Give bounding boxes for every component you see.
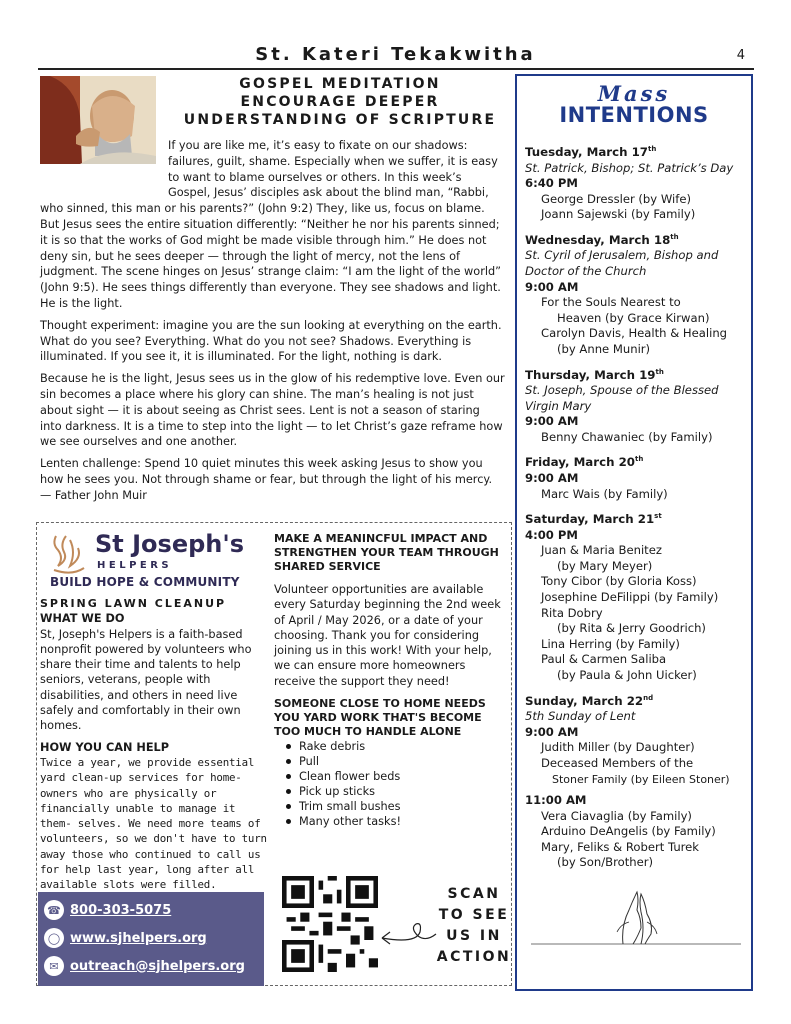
gospel-meditation-text: [40, 138, 505, 510]
gospel-paragraph: Because he is the light, Jesus sees us in the glow of his redemptive love. Even our sin becomes a place where his glory can shine. The man’s healing is not just about sight — it is about seeing as Christ sees. Lent is not a season of staring into darkness. It is a time to step into the light — to let Christ’s gaze reframe how we see ourselves and one another.: [40, 372, 505, 449]
mass-intention: [525, 192, 751, 208]
what-we-do-title: WHAT WE DO: [40, 612, 125, 626]
website-link[interactable]: www.sjhelpers.org: [70, 930, 207, 946]
impact-text: Volunteer opportunities are available every Saturday beginning the 2nd week of April / May 2026, or a date of your choosing. Thank you for considering joining us in this work! With your help, we can ensure more homeowners receive the support they need!: [274, 583, 501, 688]
scan-callout: [436, 884, 512, 968]
qr-code-icon[interactable]: [282, 876, 378, 972]
mass-time: 9:00 AM: [525, 414, 579, 429]
mass-feast: St. Cyril of Jerusalem, Bishop and Doctor of the Church: [525, 248, 719, 278]
mass-day: [525, 691, 751, 871]
mass-intention-name: Juan & Maria Benitez: [541, 543, 662, 558]
mass-day: [525, 142, 751, 223]
mass-time: 9:00 AM: [525, 279, 579, 294]
mass-intention-name: Joann Sajewski (by Family): [541, 207, 696, 222]
mass-intention-requester: (by Paula & John Uicker): [557, 668, 697, 683]
header-divider: [38, 68, 754, 70]
mass-feast: St. Patrick, Bishop; St. Patrick’s Day: [525, 160, 734, 175]
mass-date: [525, 142, 751, 161]
page-number: 4: [736, 48, 745, 63]
gospel-heading-line: GOSPEL MEDITATION: [239, 76, 441, 92]
arrow-icon: [378, 910, 438, 950]
mass-intention: [525, 840, 751, 871]
mass-intentions-panel: [515, 74, 753, 991]
mass-intention: [525, 809, 751, 825]
mail-icon: ✉: [44, 956, 64, 976]
mass-day: [525, 452, 751, 502]
bulletin-title: St. Kateri Tekakwitha: [255, 44, 536, 65]
mass-intention: [525, 574, 751, 590]
mass-intention-name: For the Souls Nearest to: [541, 295, 681, 310]
mass-date-suffix: nd: [643, 693, 654, 702]
website-row[interactable]: [44, 928, 207, 948]
mass-intention: [525, 326, 751, 357]
mass-time: 11:00 AM: [525, 793, 587, 808]
gospel-heading-line: UNDERSTANDING OF SCRIPTURE: [183, 112, 497, 128]
mass-date-text: Wednesday, March 18: [525, 232, 671, 247]
mass-intention-name: Benny Chawaniec (by Family): [541, 429, 713, 444]
mass-intention-name: Carolyn Davis, Health & Healing: [541, 326, 728, 341]
mass-date: [525, 230, 751, 249]
mass-date-suffix: th: [670, 232, 679, 241]
task-item: Trim small bushes: [286, 799, 510, 814]
how-you-can-help-title: HOW YOU CAN HELP: [40, 740, 170, 754]
mass-intention-requester: Heaven (by Grace Kirwan): [557, 310, 710, 325]
mass-intention: [525, 637, 751, 653]
mass-date-suffix: th: [648, 145, 657, 153]
mass-time: 6:40 PM: [525, 176, 578, 191]
mass-intention-name: Arduino DeAngelis (by Family): [541, 824, 716, 839]
mass-intention: [525, 430, 751, 446]
phone-number[interactable]: 800-303-5075: [70, 902, 172, 918]
mass-date-suffix: th: [635, 455, 644, 464]
mass-date-text: Friday, March 20: [525, 455, 636, 470]
mass-date-text: Thursday, March 19: [525, 367, 656, 382]
mass-day: [525, 509, 751, 683]
gospel-paragraph: Thought experiment: imagine you are the sun looking at everything on the earth. What do you see? Everything. What do you not see? Shadows. Everything is illuminated. If you see it, it is illuminated. For the light, nothing is dark.: [40, 318, 502, 364]
mass-heading-script: Mass: [597, 81, 671, 106]
task-item: Clean flower beds: [286, 769, 510, 784]
mass-intention-name: George Dressler (by Wife): [541, 191, 692, 206]
mass-intention-requester: (by Son/Brother): [557, 855, 654, 870]
mass-feast: St. Joseph, Spouse of the Blessed Virgin Mary: [525, 383, 719, 413]
globe-icon: ◯: [44, 928, 64, 948]
mass-time: 4:00 PM: [525, 527, 578, 542]
scan-line: SCAN: [447, 886, 501, 902]
phone-icon: ☎: [44, 900, 64, 920]
mass-time: 9:00 AM: [525, 470, 579, 485]
mass-intention-requester: (by Anne Munir): [557, 341, 651, 356]
task-item: Pick up sticks: [286, 784, 510, 799]
mass-feast: 5th Sunday of Lent: [525, 709, 636, 724]
mass-date-suffix: st: [654, 512, 662, 521]
mass-intention-requester: (by Mary Meyer): [557, 558, 653, 573]
mass-date: [525, 691, 751, 710]
someone-close-title: SOMEONE CLOSE TO HOME NEEDS YOU YARD WORK THAT'S BECOME TOO MUCH TO HANDLE ALONE: [274, 697, 486, 739]
what-we-do-text: St, Joseph's Helpers is a faith-based nonprofit powered by volunteers who share their time and talents to help seniors, veterans, people with disabilities, and others in need live safely and comfortably in their own homes.: [40, 627, 252, 733]
spring-cleanup-title: SPRING LAWN CLEANUP: [40, 597, 227, 610]
mass-intention-name: Rita Dobry: [541, 605, 603, 620]
phone-row[interactable]: [44, 900, 171, 920]
mass-intention-name: Deceased Members of the: [541, 755, 694, 770]
mass-intentions-list: [525, 142, 751, 878]
mass-date: [525, 509, 751, 528]
scan-line: ACTION: [436, 949, 512, 965]
how-you-can-help-text: Twice a year, we provide essential yard clean-up services for home-owners who are physically or financially unable to manage it them- selves. We need more teams of volunteers, so we don't have to turn away those who continued to call us for help last year, long after all available slots were filled.: [40, 755, 267, 892]
contact-card: [38, 892, 264, 986]
mass-intention-requester: Stoner Family (by Eileen Stoner): [552, 772, 730, 786]
mass-intention-name: Marc Wais (by Family): [541, 486, 668, 501]
mass-intention: [525, 652, 751, 683]
gospel-heading: [175, 75, 505, 129]
mass-intention-name: Vera Ciavaglia (by Family): [541, 808, 692, 823]
praying-hands-icon: [529, 888, 741, 948]
mass-intention: [525, 207, 751, 223]
mass-time: 9:00 AM: [525, 724, 579, 739]
mass-date-text: Sunday, March 22: [525, 693, 644, 708]
helpers-right-column: [274, 532, 510, 829]
mass-intention-name: Tony Cibor (by Gloria Koss): [541, 574, 697, 589]
sj-helpers-name: St Joseph's: [95, 530, 244, 558]
gospel-paragraph: If you are like me, it’s easy to fixate on our shadows: failures, guilt, shame. Especially when we suffer, it is easy to want to blame ourselves or others. In this week’s Gospel, Jesus’ disciples ask about the blind man, “Rabbi, who sinned, this man or his parents?” (John 9:2) They, like us, focus on blame. But Jesus sees the entire situation differently: “Neither he nor his parents sinned; it is so that the works of God might be made visible through him.” He does not deny sin, but he sees deeper — through the light of mercy, not the lens of judgment. The scene hinges on Jesus’ strange claim: “I am the light of the world” (John 9:5). He sees things differently than everyone. They see shadows and light. He is the light.: [40, 139, 502, 310]
mass-date-text: Tuesday, March 17: [525, 144, 649, 159]
mass-date: [525, 452, 751, 471]
mass-intention-name: Lina Herring (by Family): [541, 636, 680, 651]
mass-intention: [525, 756, 751, 787]
sj-helpers-sub: HELPERS: [97, 560, 173, 571]
email-row[interactable]: [44, 956, 245, 976]
scan-line: US IN: [446, 928, 502, 944]
mass-intention: [525, 824, 751, 840]
mass-intention-name: Josephine DeFilippi (by Family): [541, 590, 719, 605]
mass-intention: [525, 740, 751, 756]
mass-day: [525, 230, 751, 358]
mass-date-suffix: th: [655, 367, 664, 376]
sj-helpers-tagline: BUILD HOPE & COMMUNITY: [50, 575, 240, 589]
mass-intention-name: Judith Miller (by Daughter): [541, 740, 695, 755]
task-item: Many other tasks!: [286, 814, 510, 829]
mass-intention: [525, 543, 751, 574]
helpers-left-column: [40, 596, 268, 893]
mass-intention: [525, 606, 751, 637]
mass-intention-name: Paul & Carmen Saliba: [541, 652, 667, 667]
mass-intention-name: Mary, Feliks & Robert Turek: [541, 839, 700, 854]
impact-title: MAKE A MEANINCFUL IMPACT AND STRENGTHEN YOUR TEAM THROUGH SHARED SERVICE: [274, 532, 499, 573]
scan-line: TO SEE: [438, 907, 510, 923]
mass-date-text: Saturday, March 21: [525, 512, 655, 527]
email-link[interactable]: outreach@sjhelpers.org: [70, 958, 245, 974]
mass-intentions-heading: [517, 81, 751, 127]
mass-day: [525, 365, 751, 446]
mass-intention: [525, 487, 751, 503]
mass-intention-requester: (by Rita & Jerry Goodrich): [557, 621, 706, 636]
mass-intention: [525, 590, 751, 606]
task-item: Rake debris: [286, 739, 510, 754]
mass-heading-block: INTENTIONS: [559, 103, 709, 127]
gospel-heading-line: ENCOURAGE DEEPER: [240, 94, 440, 110]
mass-date: [525, 365, 751, 384]
task-list: [274, 739, 510, 829]
gospel-paragraph: Lenten challenge: Spend 10 quiet minutes this week asking Jesus to show you how he sees you. Not through shame or fear, but through the light of his mercy. — Father John Muir: [40, 457, 493, 502]
task-item: Pull: [286, 754, 510, 769]
mass-intention: [525, 295, 751, 326]
